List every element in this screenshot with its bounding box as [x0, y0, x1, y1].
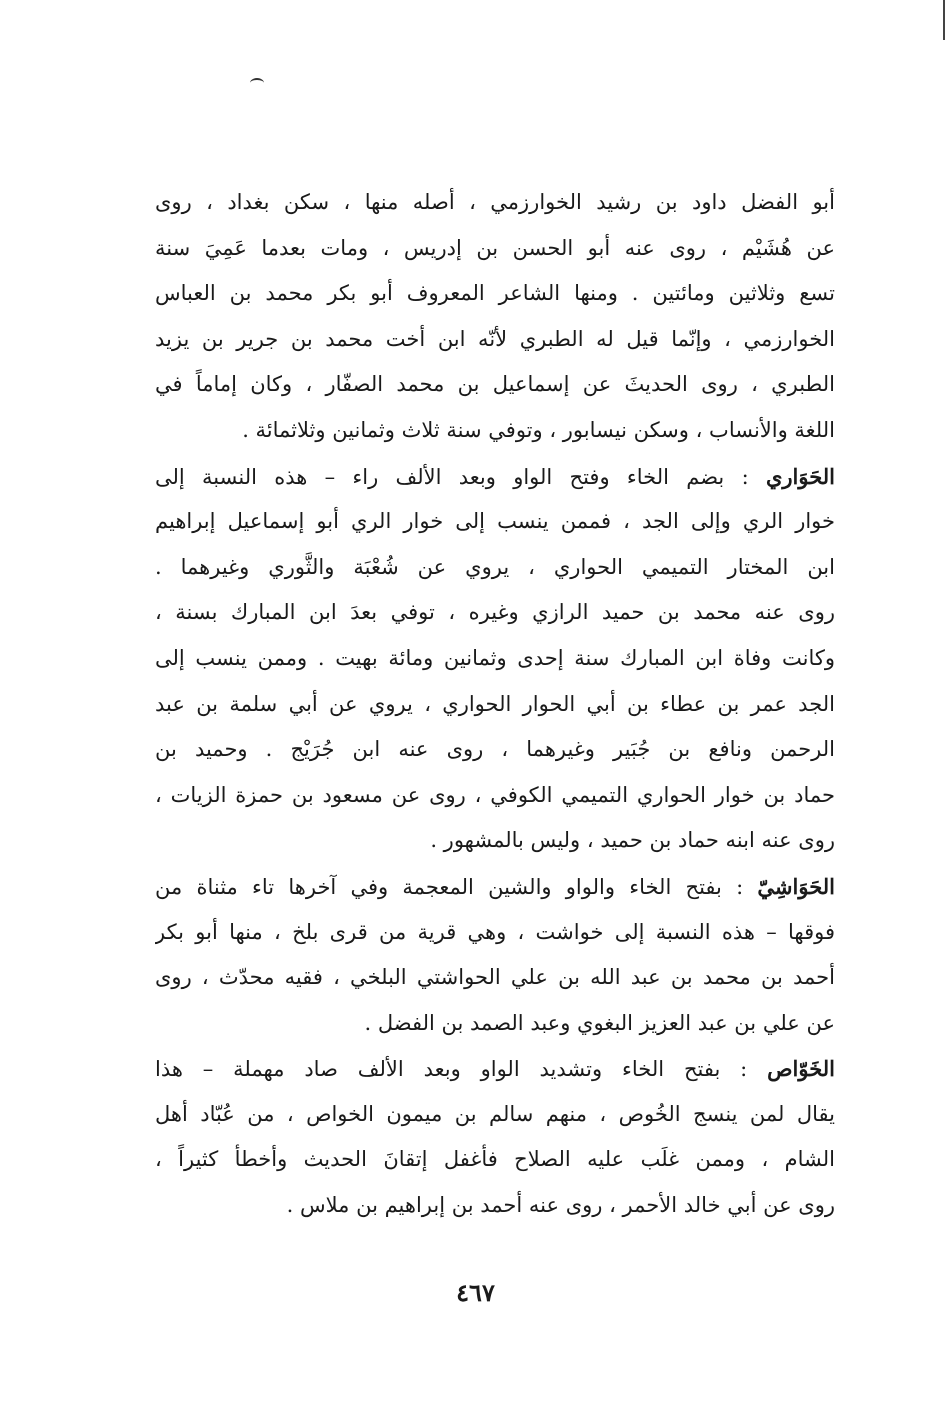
text-line: ابن المختار التميمي الحواري ، يروي عن شُعْبَة والثَّوري وغيرهما .: [155, 554, 835, 579]
scan-edge-mark: [943, 0, 945, 40]
page-number: ٤٦٧: [456, 1278, 495, 1307]
text-line: عن هُشَيْم ، روى عنه أبو الحسن بن إدريس ، ومات بعدما عَمِيَ سنة: [155, 235, 835, 260]
entry-line: الخَوّاص : بفتح الخاء وتشديد الواو وبعد الألف صاد مهملة – هذا: [155, 1056, 835, 1082]
entry-line: الحَوَاري : بضم الخاء وفتح الواو وبعد الألف راء – هذه النسبة إلى: [155, 463, 835, 489]
text-line: الجد عمر بن عطاء بن أبي الحوار الحواري ، يروي عن أبي سلمة بن عبد: [155, 691, 835, 716]
text-line: حماد بن خوار الحواري التميمي الكوفي ، روى عن مسعود بن حمزة الزيات ،: [155, 782, 835, 807]
text-line: الرحمن ونافع بن جُبَير وغيرهما ، روى عنه ابن جُرَيْج . وحميد بن: [155, 737, 835, 762]
text-line: روى عن أبي خالد الأحمر ، روى عنه أحمد بن إبراهيم بن ملاس .: [286, 1193, 835, 1218]
text-line: عن علي بن عبد العزيز البغوي وعبد الصمد بن الفضل .: [364, 1010, 835, 1035]
text-line: وكانت وفاة ابن المبارك سنة إحدى وثمانين ومائة بهيت . وممن ينسب إلى: [155, 645, 835, 670]
text-line: تسع وثلاثين ومائتين . ومنها الشاعر المعروف أبو بكر محمد بن العباس: [155, 281, 835, 306]
body-text: [155, 180, 835, 1229]
text-line: الشام ، وممن غلَب عليه الصلاح فأغفل إتقانَ الحديث وأخطأ كثيراً ،: [155, 1147, 835, 1172]
text-line: روى عنه ابنه حماد بن حميد ، وليس بالمشهور .: [430, 828, 835, 853]
text-line: يقال لمن ينسج الخُوص ، منهم سالم بن ميمون الخواص ، من عُبّاد أهل: [155, 1101, 835, 1126]
text-line: الطبري ، روى الحديثَ عن إسماعيل بن محمد الصفّار ، وكان إماماً في: [155, 372, 835, 397]
entry-line: الحَوَاشِيّ : بفتح الخاء والواو والشين المعجمة وفي آخرها تاء مثناة من: [155, 873, 835, 899]
text-line: الخوارزمي ، وإنّما قيل له الطبري لأنّه ابن أخت محمد بن جرير بن يزيد: [155, 326, 835, 351]
text-line: أحمد بن محمد بن عبد الله بن علي الحواشتي البلخي ، فقيه محدّث ، روى: [155, 965, 835, 990]
entry-heading: الحَوَاري: [765, 463, 835, 489]
text-line: اللغة والأنساب ، وسكن نيسابور ، وتوفي سنة ثلاث وثمانين وثلاثمائة .: [242, 417, 835, 442]
text-line: فوقها – هذه النسبة إلى خواشت ، وهي قرية من قرى بلخ ، منها أبو بكر: [155, 919, 835, 944]
scan-speck: [250, 78, 264, 88]
text-line: خوار الري وإلى الجد ، فممن ينسب إلى خوار الري أبو إسماعيل إبراهيم: [155, 509, 835, 534]
text-line: روى عنه محمد بن حميد الرازي وغيره ، توفي بعدَ ابن المبارك بسنة ،: [155, 600, 835, 625]
text-line: أبو الفضل داود بن رشيد الخوارزمي ، أصله منها ، سكن بغداد ، روى: [155, 190, 835, 214]
entry-heading: الخَوّاص: [767, 1056, 835, 1082]
entry-heading: الحَوَاشِيّ: [757, 873, 835, 899]
